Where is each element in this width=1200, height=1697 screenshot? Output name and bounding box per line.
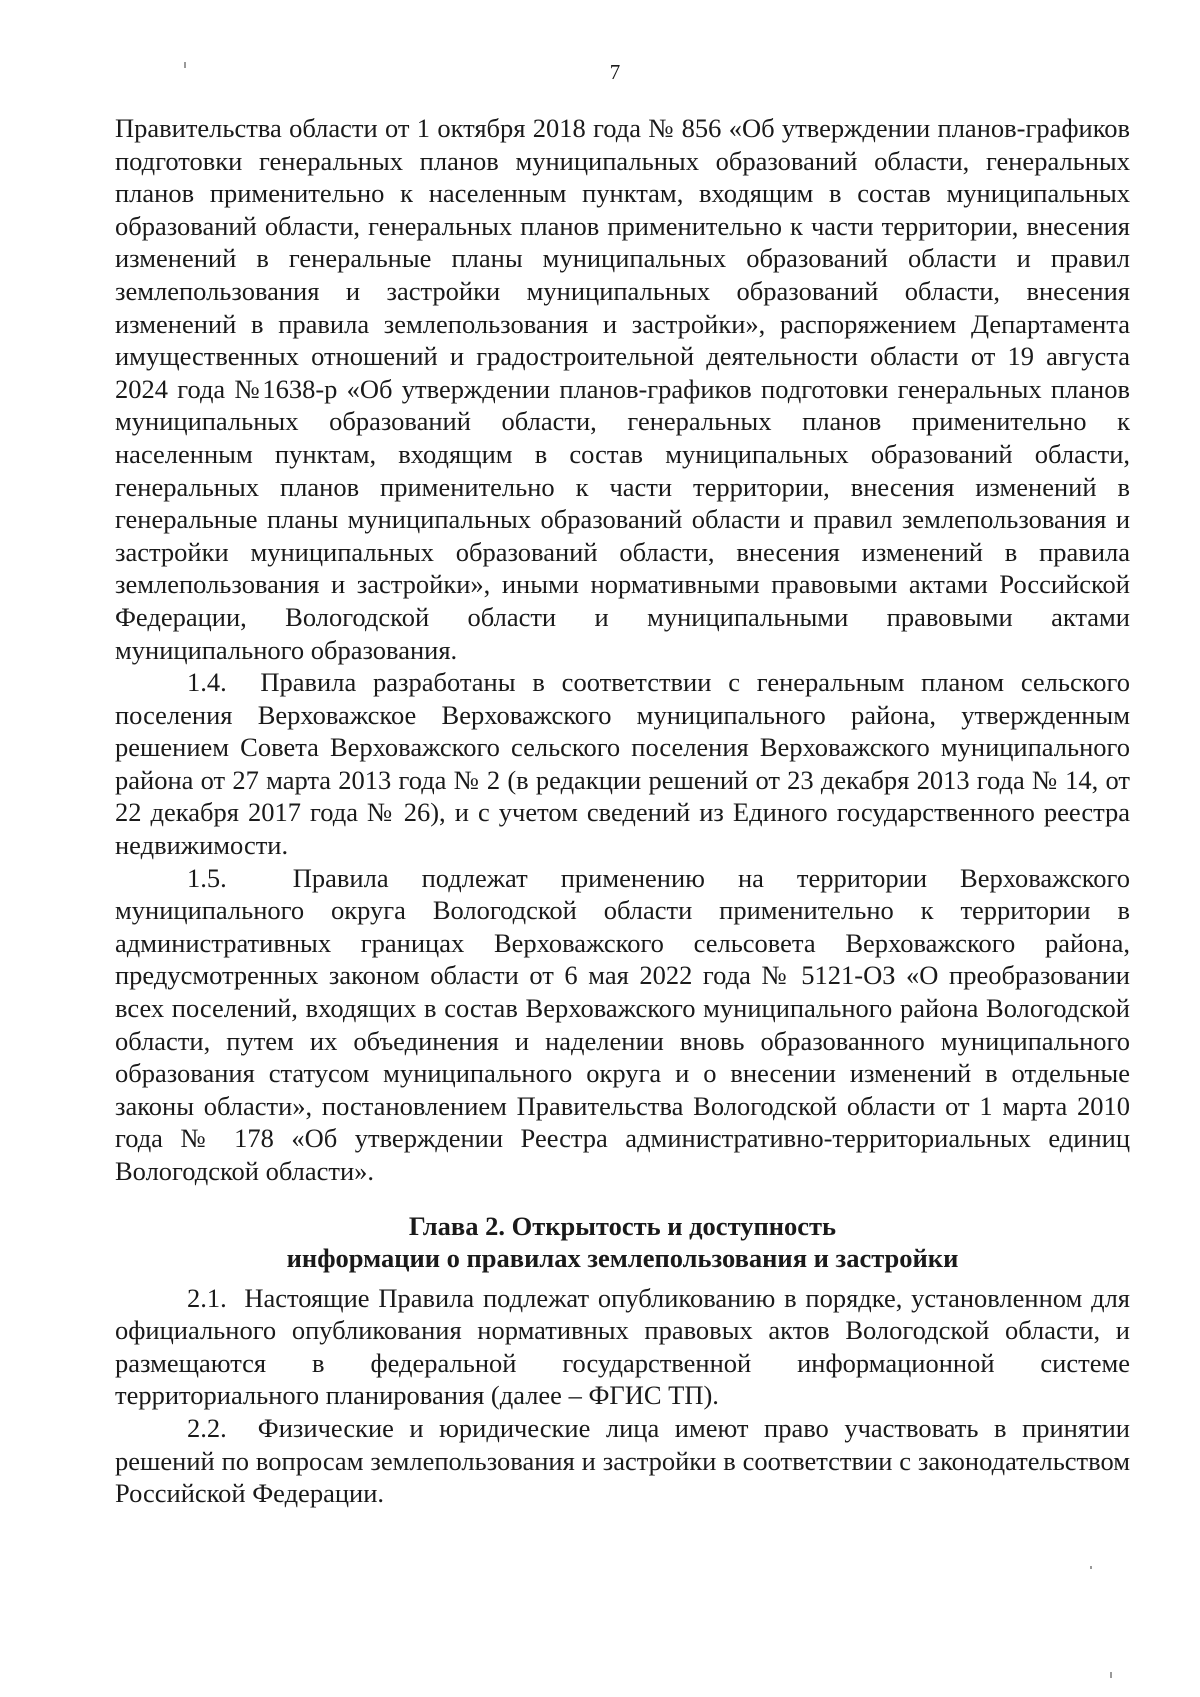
paragraph-1-3-continuation: Правительства области от 1 октября 2018 года № 856 «Об утверждении планов-графиков подготовки генеральных планов муниципальных образований области, генеральных планов применительно к населенным пунктам, входящим в состав муниципальных образований области, генеральных планов применительно к части территории, внесения изменений в генеральные планы муниципальных образований области и правил землепользования и застройки муниципальных образований области, внесения изменений в правила землепользования и застройки», распоряжением Департамента имущественных отношений и градостроительной деятельности области от 19 августа 2024 года №1638-р «Об утверждении планов-графиков подготовки генеральных планов муниципальных образований области, генеральных планов применительно к населенным пунктам, входящим в состав муниципальных образований области, генеральных планов применительно к части территории, внесения изменений в генеральные планы муниципальных образований области и правил землепользования и застройки муниципальных образований области, внесения изменений в правила землепользования и застройки», иными нормативными правовыми актами Российской Федерации, Вологодской области и муниципальными правовыми актами муниципального образования. — [115, 113, 1130, 665]
scan-speck — [1090, 1566, 1092, 1569]
chapter-2-heading — [115, 1210, 1130, 1274]
chapter-2-heading-line-2: информации о правилах землепользования и застройки — [286, 1242, 959, 1273]
paragraph-1-5: 1.5. Правила подлежат применению на территории Верховажского муниципального округа Вологодской области применительно к территории в административных границах Верховажского сельсовета Верховажского района, предусмотренных законом области от 6 мая 2022 года № 5121-ОЗ «О преобразовании всех поселений, входящих в состав Верховажского муниципального района Вологодской области, путем их объединения и наделении вновь образованного муниципального образования статусом муниципального округа и о внесении изменений в отдельные законы области», постановлением Правительства Вологодской области от 1 марта 2010 года № 178 «Об утверждении Реестра административно-территориальных единиц Вологодской области». — [115, 862, 1130, 1186]
page-number: 7 — [609, 60, 621, 84]
scan-speck — [1110, 1672, 1112, 1678]
document-body — [115, 112, 1130, 1510]
paragraph-2-2: 2.2. Физические и юридические лица имеют право участвовать в принятии решений по вопросам землепользования и застройки в соответствии с законодательством Российской Федерации. — [115, 1412, 1130, 1509]
paragraph-2-1: 2.1. Настоящие Правила подлежат опубликованию в порядке, установленном для официального опубликования нормативных правовых актов Вологодской области, и размещаются в федеральной государственной информационной системе территориального планирования (далее – ФГИС ТП). — [115, 1282, 1130, 1411]
chapter-2-heading-line-1: Глава 2. Открытость и доступность — [408, 1210, 837, 1241]
paragraph-1-4: 1.4. Правила разработаны в соответствии с генеральным планом сельского поселения Верховажское Верховажского муниципального района, утвержденным решением Совета Верховажского сельского поселения Верховажского муниципального района от 27 марта 2013 года № 2 (в редакции решений от 23 декабря 2013 года № 14, от 22 декабря 2017 года № 26), и с учетом сведений из Единого государственного реестра недвижимости. — [115, 667, 1130, 861]
